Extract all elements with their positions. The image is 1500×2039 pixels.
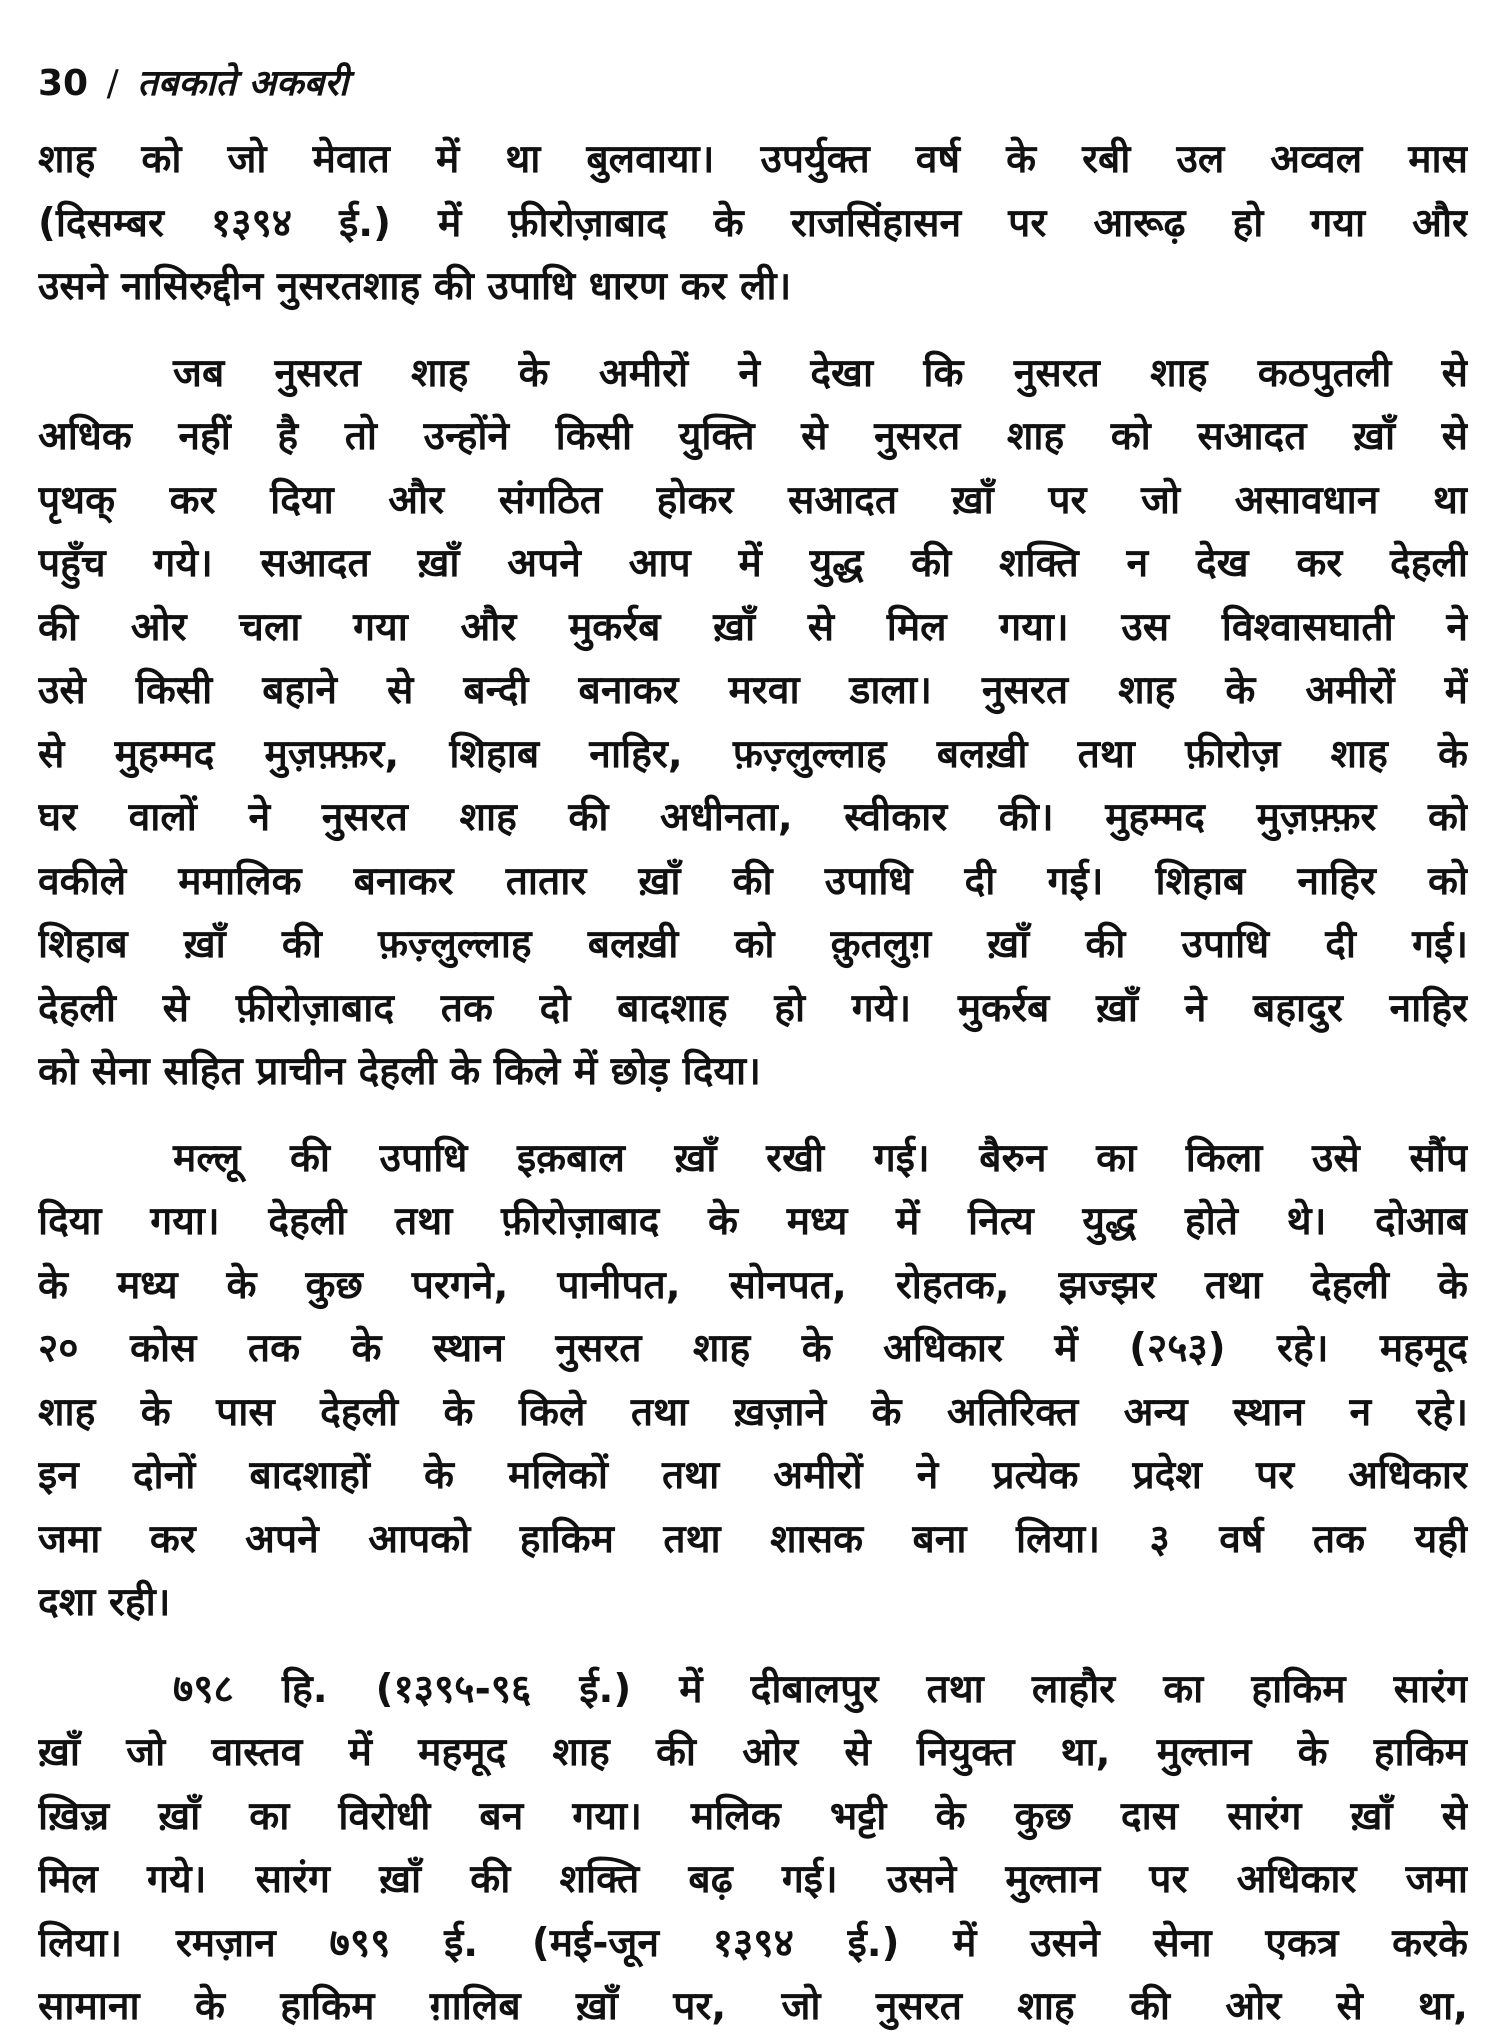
paragraph-3 <box>38 1127 1468 1635</box>
header-separator: / <box>106 63 119 104</box>
text-line: ख़ाँ जो वास्तव में महमूद शाह की ओर से नियुक्त था, मुल्तान के हाकिम <box>38 1730 1468 1775</box>
text-line: (दिसम्बर १३९४ ई.) में फ़ीरोज़ाबाद के राजसिंहासन पर आरूढ़ हो गया और <box>38 200 1468 246</box>
text-line: मल्लू की उपाधि इक़बाल ख़ाँ रखी गई। बैरुन का किला उसे सौंप <box>173 1135 1468 1181</box>
text-line: अधिक नहीं है तो उन्होंने किसी युक्ति से नुसरत शाह को सआदत ख़ाँ से <box>38 414 1468 459</box>
paragraph-1 <box>38 128 1468 319</box>
text-line: दशा रही। <box>38 1580 171 1625</box>
paragraph-4 <box>38 1658 1468 2039</box>
text-line: मिल गये। सारंग ख़ाँ की शक्ति बढ़ गई। उसने मुल्तान पर अधिकार जमा <box>38 1857 1468 1902</box>
text-line: पहुँच गये। सआदत ख़ाँ अपने आप में युद्ध की शक्ति न देख कर देहली <box>38 541 1468 586</box>
text-line: लिया। रमज़ान ७९९ ई. (मई-जून १३९४ ई.) में उसने सेना एकत्र करके <box>38 1920 1468 1966</box>
book-page <box>38 0 1468 2029</box>
text-line: की ओर चला गया और मुकर्रब ख़ाँ से मिल गया। उस विश्वासघाती ने <box>38 604 1468 650</box>
text-line: ख़िज़्र ख़ाँ का विरोधी बन गया। मलिक भट्टी के कुछ दास सारंग ख़ाँ से <box>38 1793 1468 1839</box>
running-header <box>38 58 1468 110</box>
text-line: शाह के पास देहली के किले तथा ख़ज़ाने के अतिरिक्त अन्य स्थान न रहे। <box>38 1389 1468 1435</box>
text-line: शाह को जो मेवात में था बुलवाया। उपर्युक्त वर्ष के रबी उल अव्वल मास <box>38 137 1468 182</box>
text-line: दिया गया। देहली तथा फ़ीरोज़ाबाद के मध्य में नित्य युद्ध होते थे। दोआब <box>38 1199 1468 1244</box>
text-line: उसने नासिरुद्दीन नुसरतशाह की उपाधि धारण कर ली। <box>38 264 792 309</box>
page-number: 30 <box>38 63 89 104</box>
text-line: घर वालों ने नुसरत शाह की अधीनता, स्वीकार की। मुहम्मद मुज़फ़्फ़र को <box>38 795 1468 840</box>
book-title: तबकाते अकबरी <box>137 63 349 104</box>
text-line: वकीले ममालिक बनाकर तातार ख़ाँ की उपाधि दी गई। शिहाब नाहिर को <box>38 858 1468 904</box>
text-line: देहली से फ़ीरोज़ाबाद तक दो बादशाह हो गये। मुकर्रब ख़ाँ ने बहादुर नाहिर <box>38 985 1468 1031</box>
text-line: पृथक् कर दिया और संगठित होकर सआदत ख़ाँ पर जो असावधान था <box>38 477 1468 523</box>
text-line: शिहाब ख़ाँ की फ़ज़्लुल्लाह बलख़ी को क़ुतलुग़ ख़ाँ की उपाधि दी गई। <box>38 922 1468 967</box>
text-line: २० कोस तक के स्थान नुसरत शाह के अधिकार में (२५३) रहे। महमूद <box>38 1326 1468 1371</box>
text-line: ७९८ हि. (१३९५-९६ ई.) में दीबालपुर तथा लाहौर का हाकिम सारंग <box>173 1666 1468 1712</box>
text-line: सामाना के हाकिम ग़ालिब ख़ाँ पर, जो नुसरत शाह की ओर से था, <box>38 1984 1468 2029</box>
text-line: के मध्य के कुछ परगने, पानीपत, सोनपत, रोहतक, झज्झर तथा देहली के <box>38 1262 1468 1308</box>
text-line: से मुहम्मद मुज़फ़्फ़र, शिहाब नाहिर, फ़ज़्लुल्लाह बलख़ी तथा फ़ीरोज़ शाह के <box>38 731 1468 777</box>
text-line: को सेना सहित प्राचीन देहली के किले में छोड़ दिया। <box>38 1049 761 1094</box>
text-line: जब नुसरत शाह के अमीरों ने देखा कि नुसरत शाह कठपुतली से <box>173 350 1468 396</box>
text-line: इन दोनों बादशाहों के मलिकों तथा अमीरों ने प्रत्येक प्रदेश पर अधिकार <box>38 1453 1468 1498</box>
paragraph-2 <box>38 342 1468 1104</box>
text-line: जमा कर अपने आपको हाकिम तथा शासक बना लिया। ३ वर्ष तक यही <box>38 1516 1468 1562</box>
text-line: उसे किसी बहाने से बन्दी बनाकर मरवा डाला। नुसरत शाह के अमीरों में <box>38 668 1468 713</box>
